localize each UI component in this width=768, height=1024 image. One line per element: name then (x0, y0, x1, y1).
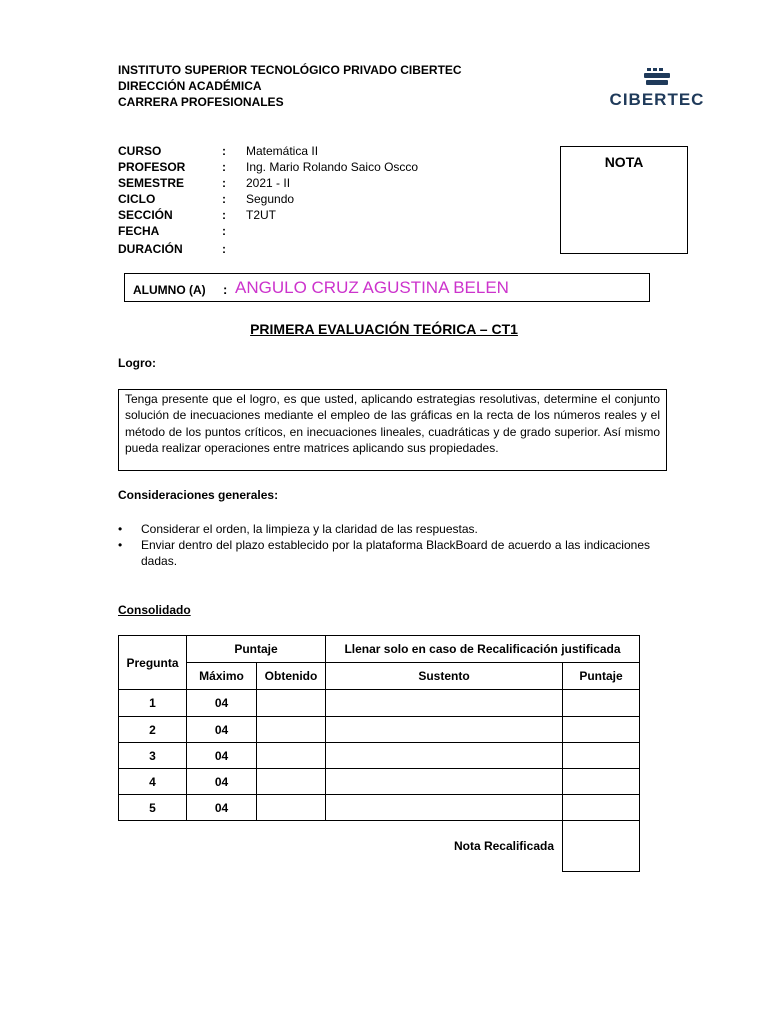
student-colon: : (223, 282, 228, 297)
header-sustento: Sustento (326, 663, 563, 690)
cell-puntaje[interactable] (563, 690, 640, 717)
header-puntaje: Puntaje (187, 636, 326, 663)
table-row (119, 795, 640, 821)
info-value: 2021 - II (246, 176, 291, 190)
cell-pregunta: 5 (119, 795, 187, 821)
cell-maximo: 04 (187, 769, 257, 795)
cell-obtenido[interactable] (257, 690, 326, 717)
cell-pregunta: 3 (119, 743, 187, 769)
info-label: DURACIÓN (118, 242, 183, 256)
info-label: SEMESTRE (118, 176, 185, 190)
cell-sustento[interactable] (326, 769, 563, 795)
considerations-label: Consideraciones generales: (118, 488, 279, 502)
cell-puntaje[interactable] (563, 795, 640, 821)
grade-box (560, 146, 688, 254)
considerations-list (118, 521, 650, 569)
student-name: ANGULO CRUZ AGUSTINA BELEN (235, 278, 509, 297)
cell-puntaje[interactable] (563, 769, 640, 795)
cell-puntaje[interactable] (563, 717, 640, 743)
cell-maximo: 04 (187, 795, 257, 821)
info-colon: : (222, 160, 226, 174)
cell-maximo: 04 (187, 717, 257, 743)
list-item: • Considerar el orden, la limpieza y la claridad de las respuestas. (118, 521, 650, 537)
info-label: SECCIÓN (118, 208, 173, 222)
cell-obtenido[interactable] (257, 795, 326, 821)
cell-sustento[interactable] (326, 743, 563, 769)
info-colon: : (222, 144, 226, 158)
header-recalificacion: Llenar solo en caso de Recalificación justificada (326, 636, 640, 663)
cell-sustento[interactable] (326, 795, 563, 821)
logro-label: Logro: (118, 356, 156, 370)
institute-name: INSTITUTO SUPERIOR TECNOLÓGICO PRIVADO CIBERTEC (118, 63, 462, 77)
info-value: Matemática II (246, 144, 319, 158)
info-value: Segundo (246, 192, 295, 206)
table-row (119, 743, 640, 769)
table-row (119, 690, 640, 717)
info-label: FECHA (118, 224, 160, 238)
cell-obtenido[interactable] (257, 769, 326, 795)
recalified-grade-cell[interactable] (563, 821, 640, 872)
logro-text: Tenga presente que el logro, es que usted, aplicando estrategias resolutivas, determine el conjunto solución de inecuaciones mediante el empleo de las gráficas en la recta de los números reales y el método de los puntos críticos, en inecuaciones lineales, cuadráticas y de grado superior. Así mismo pueda realizar operaciones entre matrices aplicando sus propiedades. (118, 389, 667, 471)
crown-icon (606, 66, 708, 88)
career-name: CARRERA PROFESIONALES (118, 95, 284, 109)
student-box (124, 273, 650, 302)
info-value: Ing. Mario Rolando Saico Oscco (246, 160, 419, 174)
info-colon: : (222, 242, 226, 256)
recalified-grade-label: Nota Recalificada (453, 839, 554, 854)
header-maximo: Máximo (187, 663, 257, 690)
consolidated-table (118, 635, 640, 872)
cell-pregunta: 2 (119, 717, 187, 743)
logo-text: CIBERTEC (609, 90, 705, 109)
info-value: T2UT (246, 208, 276, 222)
institution-header (118, 62, 462, 110)
cell-obtenido[interactable] (257, 717, 326, 743)
list-item: • Enviar dentro del plazo establecido por la plataforma BlackBoard de acuerdo a las indicaciones dadas. (118, 537, 650, 569)
info-label: CICLO (118, 192, 156, 206)
cell-maximo: 04 (187, 743, 257, 769)
table-row (119, 717, 640, 743)
consolidated-label: Consolidado (118, 603, 191, 617)
cell-puntaje[interactable] (563, 743, 640, 769)
cell-obtenido[interactable] (257, 743, 326, 769)
info-label: CURSO (118, 144, 162, 158)
info-colon: : (222, 176, 226, 190)
student-label: ALUMNO (A) (133, 283, 206, 297)
header-pregunta: Pregunta (119, 636, 187, 690)
cell-pregunta: 1 (119, 690, 187, 717)
info-colon: : (222, 208, 226, 222)
header-obtenido: Obtenido (257, 663, 326, 690)
table-row (119, 769, 640, 795)
cibertec-logo (606, 66, 708, 112)
info-colon: : (222, 192, 226, 206)
cell-sustento[interactable] (326, 690, 563, 717)
evaluation-title: PRIMERA EVALUACIÓN TEÓRICA – CT1 (250, 321, 518, 337)
cell-pregunta: 4 (119, 769, 187, 795)
info-label: PROFESOR (118, 160, 186, 174)
header-puntaje-recal: Puntaje (563, 663, 640, 690)
info-colon: : (222, 224, 226, 238)
grade-title: NOTA (604, 154, 644, 170)
cell-maximo: 04 (187, 690, 257, 717)
direction-name: DIRECCIÓN ACADÉMICA (118, 79, 262, 93)
cell-sustento[interactable] (326, 717, 563, 743)
